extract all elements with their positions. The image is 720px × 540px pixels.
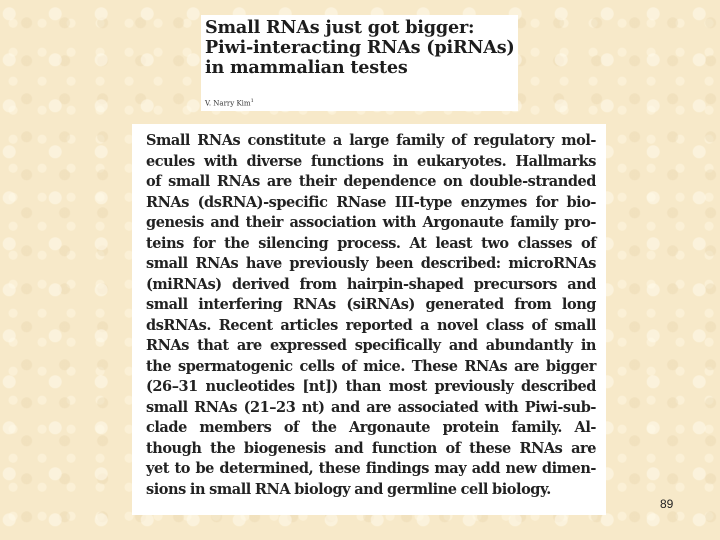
abstract-line: teins for the silencing process. At least two classes of: [146, 234, 596, 252]
abstract-line: RNAs that are expressed specifically and abundantly in: [146, 337, 596, 354]
abstract-line: ecules with diverse functions in eukaryotes. Hallmarks: [146, 152, 596, 170]
abstract-line: dsRNAs. Recent articles reported a novel class of small: [146, 316, 596, 334]
author-affiliation-mark: 1: [250, 98, 254, 104]
abstract-line: sions in small RNA biology and germline cell biology.: [146, 480, 551, 498]
abstract-line: (26–31 nucleotides [nt]) than most previously described: [146, 378, 596, 395]
abstract-line: small RNAs (21–23 nt) and are associated with Piwi-sub-: [146, 398, 596, 416]
article-title-line: in mammalian testes: [205, 57, 408, 78]
article-title-panel: [201, 15, 518, 111]
abstract-line: yet to be determined, these findings may add new dimen-: [146, 460, 596, 477]
abstract-line: clade members of the Argonaute protein family. Al-: [146, 419, 596, 436]
abstract-line: small RNAs have previously been described: microRNAs: [146, 255, 596, 272]
abstract-line: genesis and their association with Argonaute family pro-: [146, 214, 596, 231]
abstract-line: Small RNAs constitute a large family of regulatory mol-: [146, 132, 596, 149]
abstract-line: (miRNAs) derived from hairpin-shaped precursors and: [146, 275, 596, 293]
abstract-panel: [132, 124, 606, 515]
abstract-line: small interfering RNAs (siRNAs) generated from long: [146, 296, 596, 313]
author-line: [205, 98, 254, 107]
abstract-line: RNAs (dsRNA)-specific RNase III-type enzymes for bio-: [146, 193, 596, 211]
article-title-line: Small RNAs just got bigger:: [205, 17, 475, 38]
abstract-line: though the biogenesis and function of these RNAs are: [146, 439, 596, 457]
abstract-line: of small RNAs are their dependence on double-stranded: [146, 173, 596, 190]
author-name: V. Narry Kim: [205, 99, 251, 108]
abstract-line: the spermatogenic cells of mice. These RNAs are bigger: [146, 357, 596, 375]
article-title-line: Piwi-interacting RNAs (piRNAs): [205, 37, 515, 58]
page-number: 89: [660, 497, 674, 511]
